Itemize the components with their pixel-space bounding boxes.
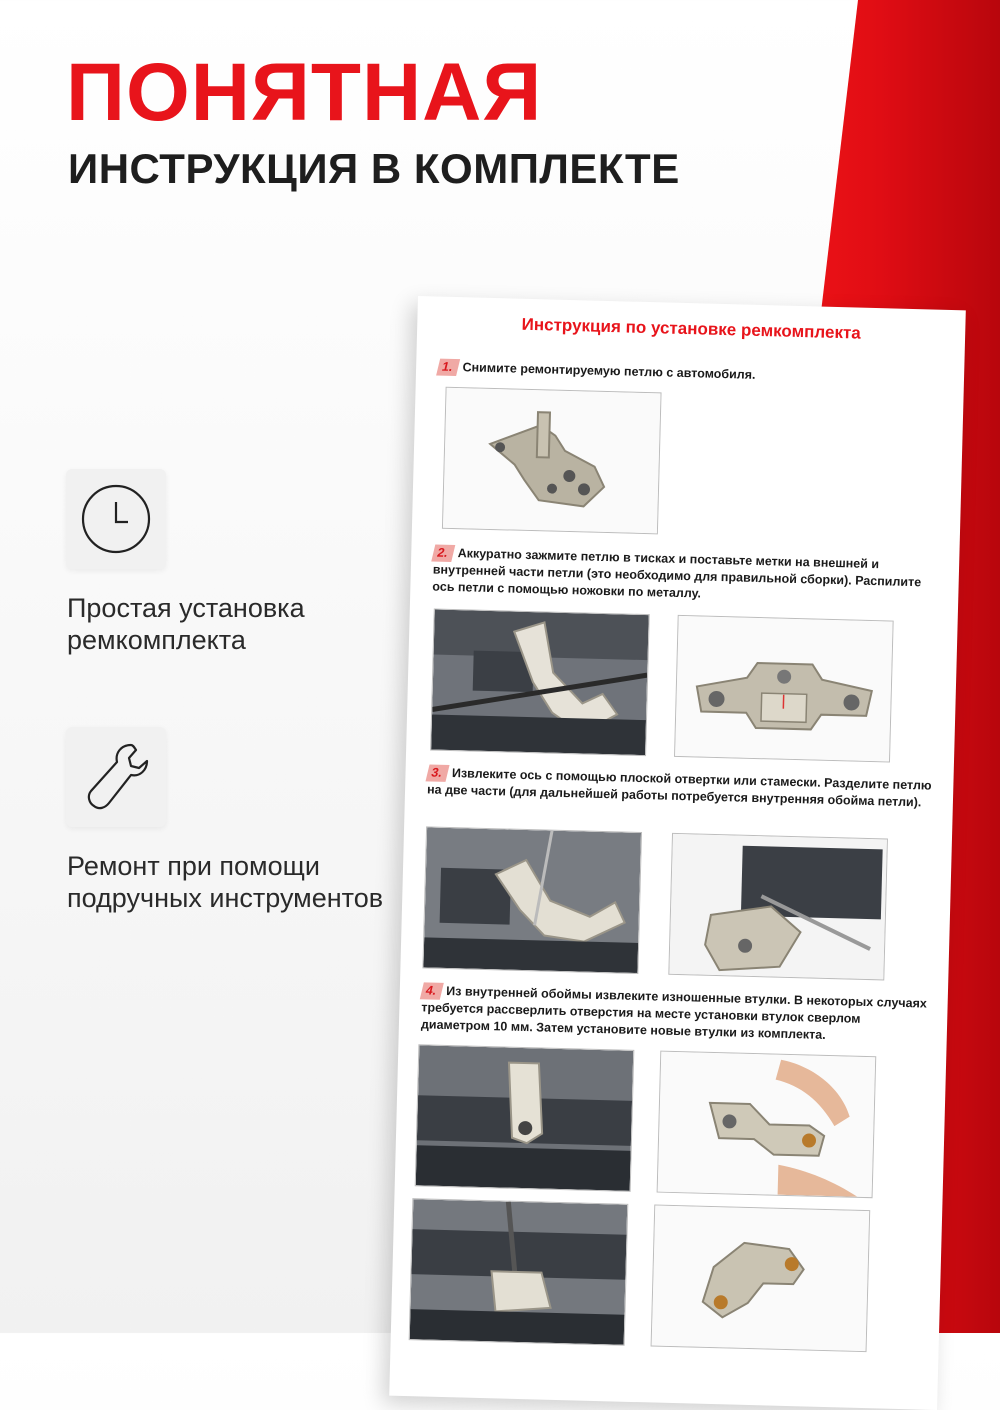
photo-split-hinge — [668, 833, 888, 981]
feature-text-easy-install: Простая установка ремкомплекта — [67, 592, 397, 656]
step-text: Из внутренней обоймы извлеките изношенные втулки. В некоторых случаях требуется рассверлить отверстия на месте установки втулок сверлом диаметром 10 мм. Затем установите новые втулки из комплекта. — [421, 984, 927, 1042]
headline: ПОНЯТНАЯ — [66, 52, 542, 134]
step-text: Извлеките ось с помощью плоской отвертки или стамески. Разделите петлю на две части (для дальнейшей работы потребуется внутренняя обойма петли). — [427, 766, 932, 809]
step-3 — [427, 764, 938, 811]
step-number: 4. — [420, 982, 444, 999]
step-text: Аккуратно зажмите петлю в тисках и поставьте метки на внешней и внутренней части петли (это необходимо для правильной сборки). Распилите ось петли с помощью ножовки по металлу. — [432, 546, 921, 600]
photo-repaired-hinge — [651, 1204, 871, 1352]
step-4 — [421, 982, 932, 1046]
instruction-sheet — [389, 296, 966, 1410]
photo-marked-hinge — [674, 615, 894, 763]
feature-icon-box-wrench — [66, 727, 166, 827]
photo-removing-axis — [422, 826, 642, 974]
sheet-title: Инструкция по установке ремкомплекта — [417, 312, 965, 346]
photo-installing-bushings — [657, 1051, 877, 1199]
photo-sawing-hinge — [430, 609, 650, 757]
step-number: 1. — [436, 359, 460, 376]
subheadline: ИНСТРУКЦИЯ В КОМПЛЕКТЕ — [68, 146, 680, 192]
step-1 — [438, 359, 948, 389]
photo-drilling — [409, 1198, 629, 1346]
photo-removing-bushings — [415, 1044, 635, 1192]
feature-text-tools: Ремонт при помощи подручных инструментов — [67, 850, 397, 914]
wrench-icon — [81, 739, 151, 815]
photo-hinge-removed — [442, 387, 662, 535]
step-text: Снимите ремонтируемую петлю с автомобиля. — [462, 360, 755, 382]
clock-icon — [79, 482, 153, 556]
feature-icon-box-clock — [66, 469, 166, 569]
step-2 — [432, 544, 943, 608]
step-number: 2. — [431, 545, 455, 562]
step-number: 3. — [425, 764, 449, 781]
